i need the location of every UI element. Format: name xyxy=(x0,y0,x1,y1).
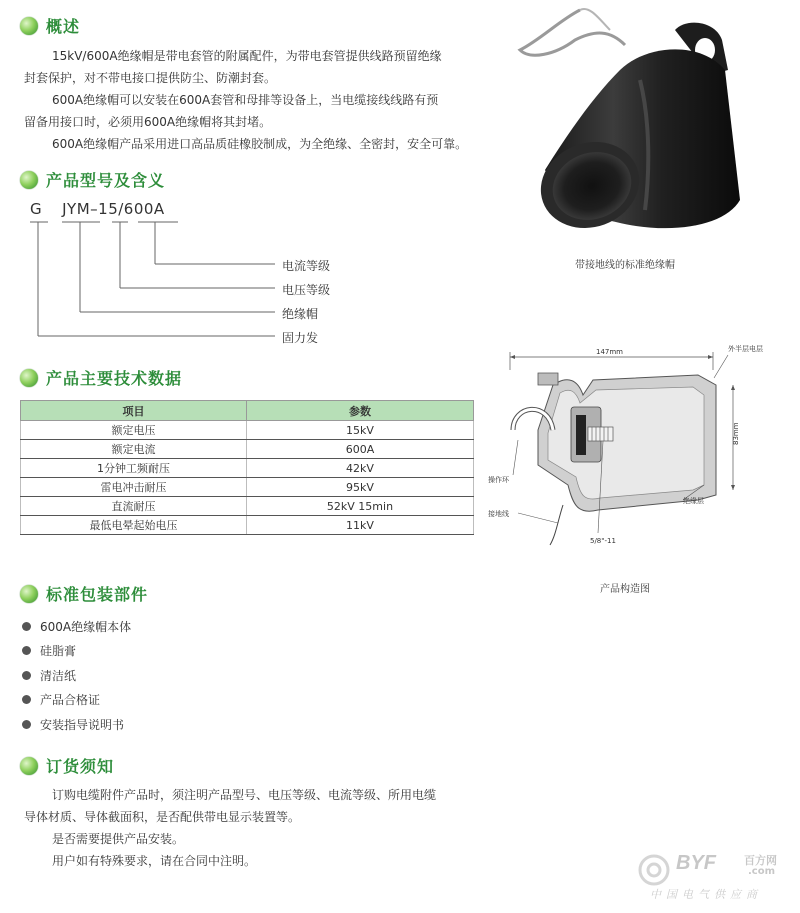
insulating-cap-photo xyxy=(500,0,750,250)
spec-value: 52kV 15min xyxy=(247,497,474,516)
table-row xyxy=(21,421,474,440)
order-line-2: 导体材质、导体截面积，是否配供带电显示装置等。 xyxy=(24,810,301,824)
model-title: 产品型号及含义 xyxy=(46,171,166,190)
model-code-rest: JYM–15/600A xyxy=(62,200,165,218)
photo-caption: 带接地线的标准绝缘帽 xyxy=(575,260,675,271)
parts-item-label: 产品合格证 xyxy=(40,693,101,708)
overview-line-1: 15kV/600A绝缘帽是带电套管的附属配件，为带电套管提供线路预留绝缘 xyxy=(52,49,442,63)
list-item xyxy=(22,614,131,639)
spec-value: 600A xyxy=(247,440,474,459)
list-item xyxy=(22,639,131,664)
model-label-cap: 绝缘帽 xyxy=(282,307,319,321)
model-heading xyxy=(20,168,165,191)
bullet-dot-icon xyxy=(22,695,31,704)
table-row xyxy=(21,516,474,535)
parts-item-label: 清洁纸 xyxy=(40,668,77,683)
model-code-g: G xyxy=(30,200,43,218)
overview-line-2: 封套保护，对不带电接口提供防尘、防潮封套。 xyxy=(24,71,277,85)
diagram-dim-width: 147mm xyxy=(596,348,623,356)
spec-item: 额定电压 xyxy=(21,421,247,440)
spec-table-header-row xyxy=(21,401,474,421)
parts-item-label: 600A绝缘帽本体 xyxy=(40,619,132,634)
overview-heading xyxy=(20,14,80,37)
order-line-3: 是否需要提供产品安装。 xyxy=(52,832,185,846)
list-item xyxy=(22,688,131,713)
green-bullet-icon xyxy=(20,369,38,387)
bullet-dot-icon xyxy=(22,720,31,729)
diagram-label-outer: 外半层电层 xyxy=(728,345,763,353)
green-bullet-icon xyxy=(20,757,38,775)
table-row xyxy=(21,497,474,516)
structure-diagram xyxy=(478,335,778,575)
diagram-label-ring: 操作环 xyxy=(488,476,509,484)
watermark-brand-cn: 百方网 xyxy=(744,854,777,867)
watermark-logo-icon xyxy=(636,852,676,888)
bullet-dot-icon xyxy=(22,671,31,680)
table-row xyxy=(21,440,474,459)
spec-item: 最低电晕起始电压 xyxy=(21,516,247,535)
table-row xyxy=(21,459,474,478)
bullet-dot-icon xyxy=(22,646,31,655)
diagram-label-ground: 接地线 xyxy=(488,510,509,518)
overview-line-3: 600A绝缘帽可以安装在600A套管和母排等设备上，当电缆接线线路有预 xyxy=(52,93,439,107)
parts-title: 标准包装部件 xyxy=(46,585,149,604)
spec-item: 直流耐压 xyxy=(21,497,247,516)
green-bullet-icon xyxy=(20,171,38,189)
overview-line-5: 600A绝缘帽产品采用进口高品质硅橡胶制成，为全绝缘、全密封，安全可靠。 xyxy=(52,137,468,151)
specs-title: 产品主要技术数据 xyxy=(46,369,183,388)
parts-list xyxy=(22,614,131,737)
diagram-dim-height: 83mm xyxy=(732,422,740,445)
model-label-current: 电流等级 xyxy=(282,259,331,273)
list-item xyxy=(22,663,131,688)
parts-item-label: 安装指导说明书 xyxy=(40,717,125,732)
order-title: 订货须知 xyxy=(46,757,115,776)
watermark-brand: BYF xyxy=(676,852,716,874)
order-line-4: 用户如有特殊要求，请在合同中注明。 xyxy=(52,854,257,868)
overview-line-4: 留备用接口时，必须用600A绝缘帽将其封堵。 xyxy=(24,115,272,129)
spec-value: 15kV xyxy=(247,421,474,440)
green-bullet-icon xyxy=(20,17,38,35)
bullet-dot-icon xyxy=(22,622,31,631)
spec-value: 42kV xyxy=(247,459,474,478)
overview-title: 概述 xyxy=(46,17,81,36)
order-line-1: 订购电缆附件产品时，须注明产品型号、电压等级、电流等级、所用电缆 xyxy=(52,788,437,802)
spec-header-value: 参数 xyxy=(247,401,474,421)
list-item xyxy=(22,712,131,737)
model-label-brand: 固力发 xyxy=(282,331,319,345)
spec-item: 雷电冲击耐压 xyxy=(21,478,247,497)
table-row xyxy=(21,478,474,497)
watermark-slogan: 中国电气供应商 xyxy=(650,888,762,901)
diagram-label-insulation: 绝缘层 xyxy=(683,497,704,505)
specs-heading xyxy=(20,366,182,389)
model-label-voltage: 电压等级 xyxy=(282,283,331,297)
parts-item-label: 硅脂膏 xyxy=(40,644,77,659)
spec-item: 1分钟工频耐压 xyxy=(21,459,247,478)
order-heading xyxy=(20,754,114,777)
parts-heading xyxy=(20,582,148,605)
spec-item: 额定电流 xyxy=(21,440,247,459)
green-bullet-icon xyxy=(20,585,38,603)
spec-value: 11kV xyxy=(247,516,474,535)
spec-table xyxy=(20,400,474,535)
model-code xyxy=(30,200,165,218)
spec-value: 95kV xyxy=(247,478,474,497)
diagram-label-thread: 5/8"-11 xyxy=(590,537,616,545)
watermark-domain: .com xyxy=(748,866,776,877)
spec-header-item: 项目 xyxy=(21,401,247,421)
diagram-caption: 产品构造图 xyxy=(600,584,650,595)
